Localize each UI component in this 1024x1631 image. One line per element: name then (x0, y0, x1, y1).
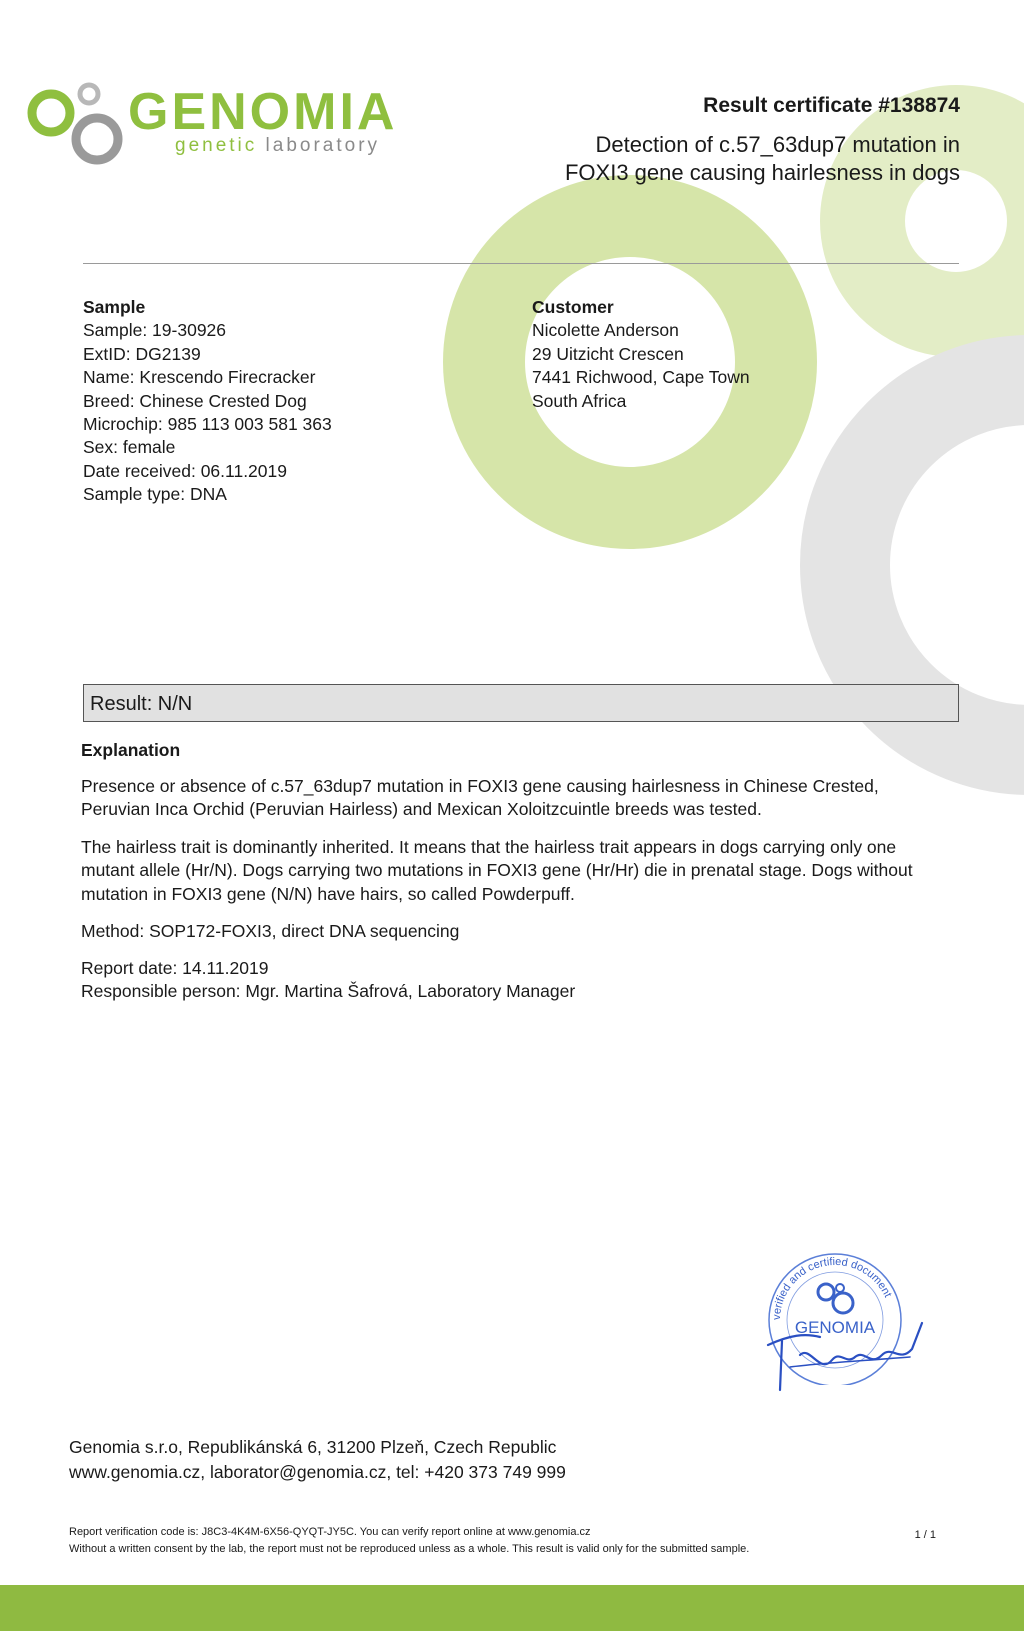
footer-contact: www.genomia.cz, laborator@genomia.cz, tel: +420 373 749 999 (69, 1462, 566, 1482)
decorative-green-ring-right (820, 85, 1024, 357)
footer-address: Genomia s.r.o, Republikánská 6, 31200 Plzeň, Czech Republic (69, 1437, 557, 1457)
method-line: Method: SOP172-FOXI3, direct DNA sequencing (81, 921, 460, 941)
sample-line: Sample: 19-30926 (83, 320, 227, 341)
disclaimer: Without a written consent by the lab, the report must not be reproduced unless as a whole. This result is valid only for the submitted sample. (69, 1542, 750, 1555)
sample-line: Name: Krescendo Firecracker (83, 367, 316, 388)
paragraph-line: mutant allele (Hr/N). Dogs carrying two mutations in FOXI3 gene (Hr/Hr) die in prenatal stage. Dogs without (81, 860, 913, 881)
explanation-paragraph-1 (81, 775, 961, 822)
customer-line: Nicolette Anderson (532, 320, 679, 341)
test-description (540, 131, 960, 187)
sample-line: Breed: Chinese Crested Dog (83, 390, 307, 411)
footer-company (69, 1435, 566, 1485)
paragraph-line: The hairless trait is dominantly inherited. It means that the hairless trait appears in dogs carrying only one (81, 837, 897, 857)
sample-block (83, 296, 332, 507)
sample-line: Microchip: 985 113 003 581 363 (83, 414, 332, 435)
page-number: 1 / 1 (914, 1529, 936, 1541)
test-description-line: FOXI3 gene causing hairlesness in dogs (564, 160, 960, 185)
customer-heading: Customer (532, 297, 614, 317)
sample-line: ExtID: DG2139 (83, 343, 201, 364)
decorative-grey-ring (800, 335, 1024, 795)
stamp-brand: GENOMIA (794, 1318, 876, 1337)
customer-block (532, 296, 750, 413)
paragraph-line: Presence or absence of c.57_63dup7 mutation in FOXI3 gene causing hairlesness in Chinese Crested, (81, 776, 879, 796)
sample-heading: Sample (83, 297, 146, 317)
customer-line: 7441 Richwood, Cape Town (532, 367, 750, 388)
test-description-line: Detection of c.57_63dup7 mutation in (595, 132, 960, 157)
genomia-logo-icon (24, 80, 129, 170)
verification-code: Report verification code is: J8C3-4K4M-6X56-QYQT-JY5C. You can verify report online at www.genomia.cz (69, 1526, 591, 1538)
customer-line: 29 Uitzicht Crescen (532, 343, 684, 364)
logo-subtitle-genetic: genetic (175, 135, 258, 156)
paragraph-line: Peruvian Inca Orchid (Peruvian Hairless) and Mexican Xoloitzcuintle breeds was tested. (81, 799, 762, 820)
sample-line: Date received: 06.11.2019 (83, 460, 287, 481)
footer-green-bar (0, 1585, 1024, 1631)
logo-subtitle (175, 135, 380, 157)
explanation-paragraph-2 (81, 836, 961, 906)
paragraph-line: mutation in FOXI3 gene (N/N) have hairs, so called Powderpuff. (81, 883, 575, 904)
explanation-heading: Explanation (81, 740, 181, 760)
logo-wordmark: GENOMIA (128, 83, 398, 141)
sample-line: Sample type: DNA (83, 484, 227, 505)
report-info (81, 957, 961, 1004)
logo-subtitle-laboratory: laboratory (257, 135, 381, 156)
footer-notes (69, 1524, 749, 1557)
customer-line: South Africa (532, 390, 627, 411)
sample-line: Sex: female (83, 437, 176, 458)
stamp-ring-text: verified and certified document (770, 1255, 894, 1321)
report-date: Report date: 14.11.2019 (81, 958, 269, 978)
result-box: Result: N/N (83, 684, 959, 722)
handwritten-signature (760, 1305, 930, 1395)
header-divider (83, 263, 959, 264)
responsible-person: Responsible person: Mgr. Martina Šafrová, Laboratory Manager (81, 981, 576, 1002)
certificate-title: Result certificate #138874 (703, 94, 960, 117)
